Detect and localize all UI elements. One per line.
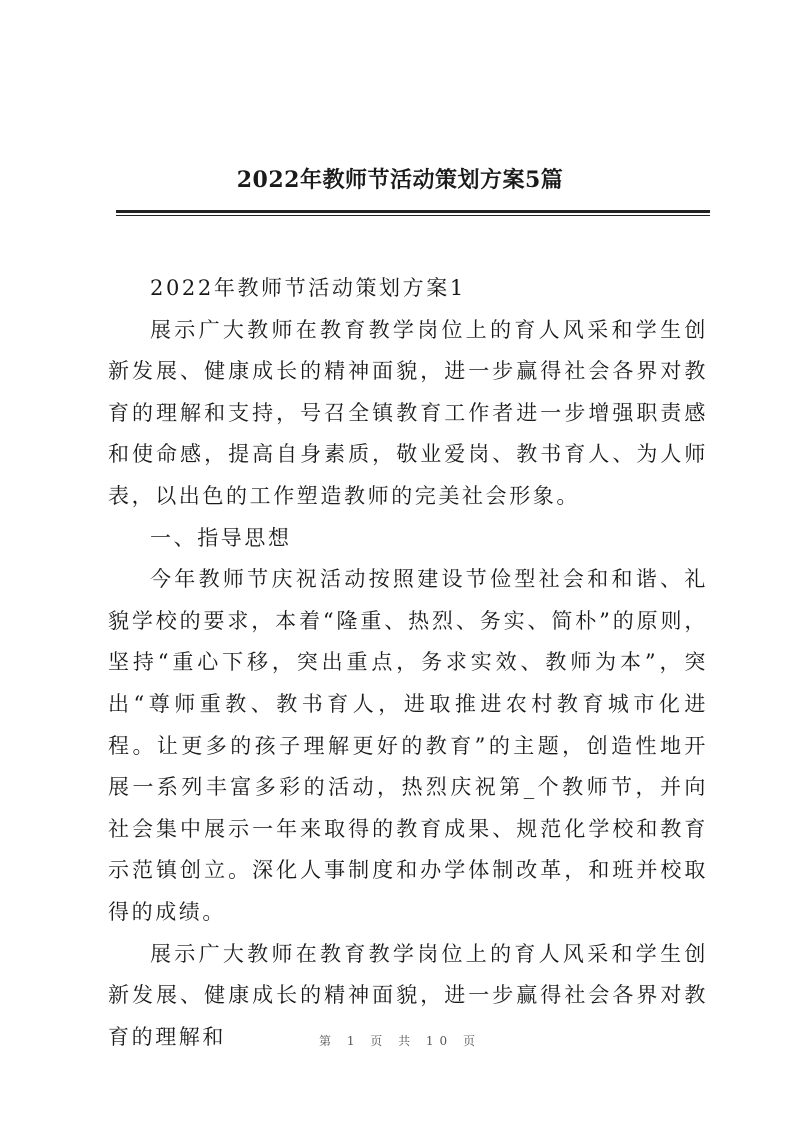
section-heading: 一、指导思想 xyxy=(150,525,292,550)
paragraph: 今年教师节庆祝活动按照建设节俭型社会和和谐、礼貌学校的要求，本着“隆重、热烈、务实、简朴”的原则，坚持“重心下移，突出重点，务求实效、教师为本”，突出“尊师重教、教书育人，进取推进农村教育城市化进程。让更多的孩子理解更好的教育”的主题，创造性地开展一系列丰富多彩的活动，热烈庆祝第_个教师节，并向社会集中展示一年来取得的教育成果、规范化学校和教育示范镇创立。深化人事制度和办学体制改革，和班并校取得的成绩。 xyxy=(108,567,708,924)
document-title: 2022年教师节活动策划方案5篇 xyxy=(236,167,564,193)
section-heading: 2022年教师节活动策划方案1 xyxy=(150,276,466,300)
title-divider-thick xyxy=(116,210,710,213)
page-footer: 第 1 页 共 10 页 xyxy=(319,1034,481,1048)
document-body xyxy=(108,268,708,1058)
title-divider-thin xyxy=(116,215,710,216)
paragraph: 展示广大教师在教育教学岗位上的育人风采和学生创新发展、健康成长的精神面貌，进一步赢得社会各界对教育的理解和 xyxy=(108,941,708,1049)
paragraph: 展示广大教师在教育教学岗位上的育人风采和学生创新发展、健康成长的精神面貌，进一步赢得社会各界对教育的理解和支持，号召全镇教育工作者进一步增强职责感和使命感，提高自身素质，敬业爱岗、教书育人、为人师表，以出色的工作塑造教师的完美社会形象。 xyxy=(108,317,708,508)
